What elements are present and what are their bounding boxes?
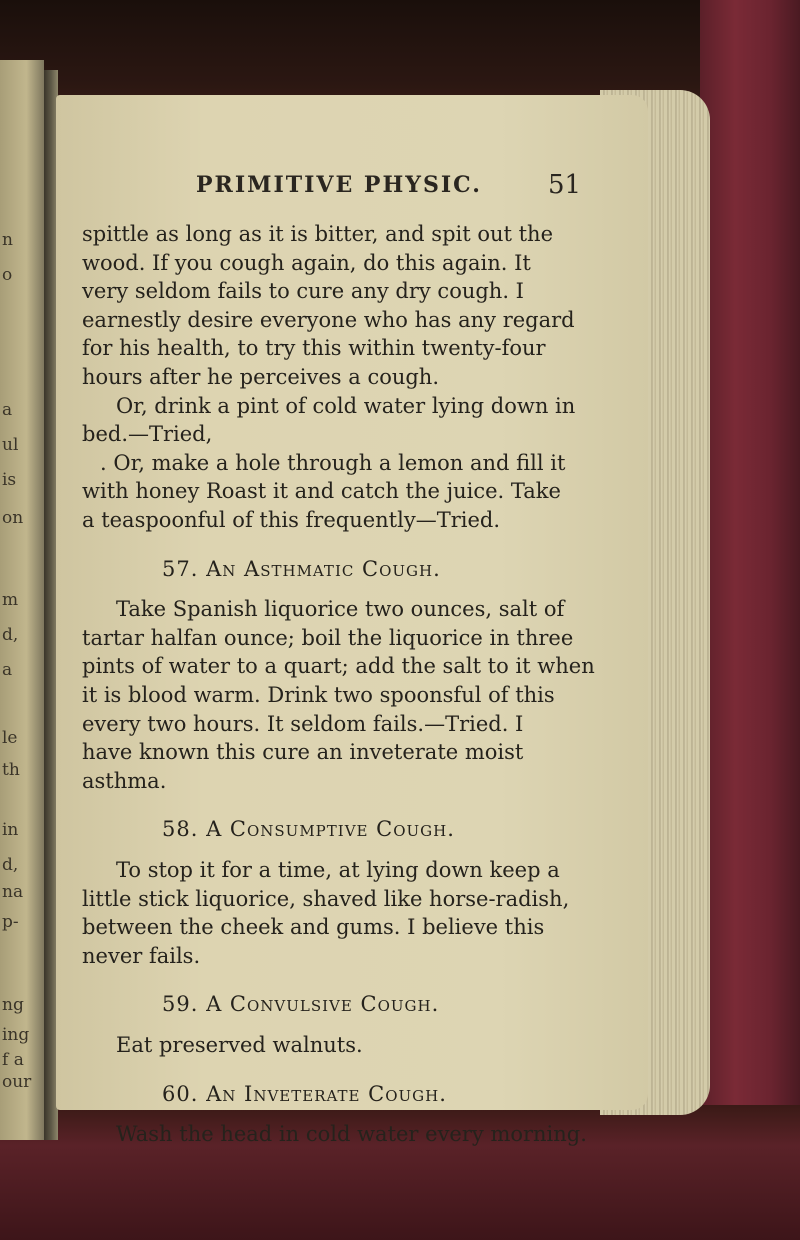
prev-fragment: ing [2, 1025, 30, 1045]
body-line: . Or, make a hole through a lemon and fill it [100, 450, 566, 475]
section-heading: 57. An Asthmatic Cough. [162, 556, 441, 581]
section-heading: 59. A Convulsive Cough. [162, 992, 440, 1017]
prev-fragment: a [2, 660, 13, 680]
prev-fragment: in [2, 820, 19, 840]
prev-fragment: ng [2, 995, 24, 1015]
body-line: Or, drink a pint of cold water lying down in [116, 393, 576, 418]
prev-fragment: na [2, 882, 24, 902]
body-line: every two hours. It seldom fails.—Tried. I [82, 711, 524, 736]
body-line: tartar halfan ounce; boil the liquorice in three [82, 625, 574, 650]
previous-page-edge [0, 60, 44, 1140]
prev-fragment: a [2, 400, 13, 420]
section-heading: 60. An Inveterate Cough. [162, 1081, 447, 1106]
body-line: pints of water to a quart; add the salt to it when [82, 654, 595, 679]
body-line: have known this cure an inveterate moist [82, 740, 524, 765]
prev-fragment: m [2, 590, 19, 610]
body-line: hours after he perceives a cough. [82, 365, 440, 389]
body-line: with honey Roast it and catch the juice. Take [82, 479, 561, 504]
prev-fragment: d, [2, 855, 19, 875]
prev-fragment: d, [2, 625, 19, 645]
body-line: it is blood warm. Drink two spoonsful of this [82, 683, 555, 707]
prev-fragment: f a [2, 1050, 24, 1070]
body-line: wood. If you cough again, do this again. It [82, 250, 531, 275]
running-header: PRIMITIVE PHYSIC. [196, 172, 482, 198]
prev-fragment: th [2, 760, 20, 780]
prev-fragment: is [2, 470, 17, 490]
page-number: 51 [548, 170, 582, 200]
prev-fragment: o [2, 265, 13, 285]
body-line: To stop it for a time, at lying down keep a [116, 858, 560, 882]
body-line: a teaspoonful of this frequently—Tried. [82, 508, 501, 532]
prev-fragment: n [2, 230, 13, 250]
body-line: between the cheek and gums. I believe this [82, 915, 545, 940]
prev-fragment: ul [2, 435, 19, 455]
body-line: earnestly desire everyone who has any regard [82, 307, 575, 332]
prev-fragment: our [2, 1072, 32, 1092]
body-line: little stick liquorice, shaved like horse-radish, [82, 886, 570, 911]
body-line: Take Spanish liquorice two ounces, salt of [116, 597, 565, 622]
prev-fragment: p- [2, 912, 19, 932]
body-line: Eat preserved walnuts. [116, 1033, 363, 1057]
section-heading: 58. A Consumptive Cough. [162, 817, 455, 842]
book-cover-right [700, 0, 800, 1240]
body-line: for his health, to try this within twenty-four [82, 336, 546, 361]
body-line: Wash the head in cold water every morning. [116, 1122, 587, 1147]
prev-fragment: on [2, 508, 24, 528]
body-line: spittle as long as it is bitter, and spit out the [82, 222, 554, 246]
body-line: bed.—Tried, [82, 422, 213, 447]
body-line: very seldom fails to cure any dry cough. I [82, 279, 524, 304]
body-line: asthma. [82, 768, 167, 793]
body-line: never fails. [82, 943, 201, 968]
prev-fragment: le [2, 728, 18, 748]
